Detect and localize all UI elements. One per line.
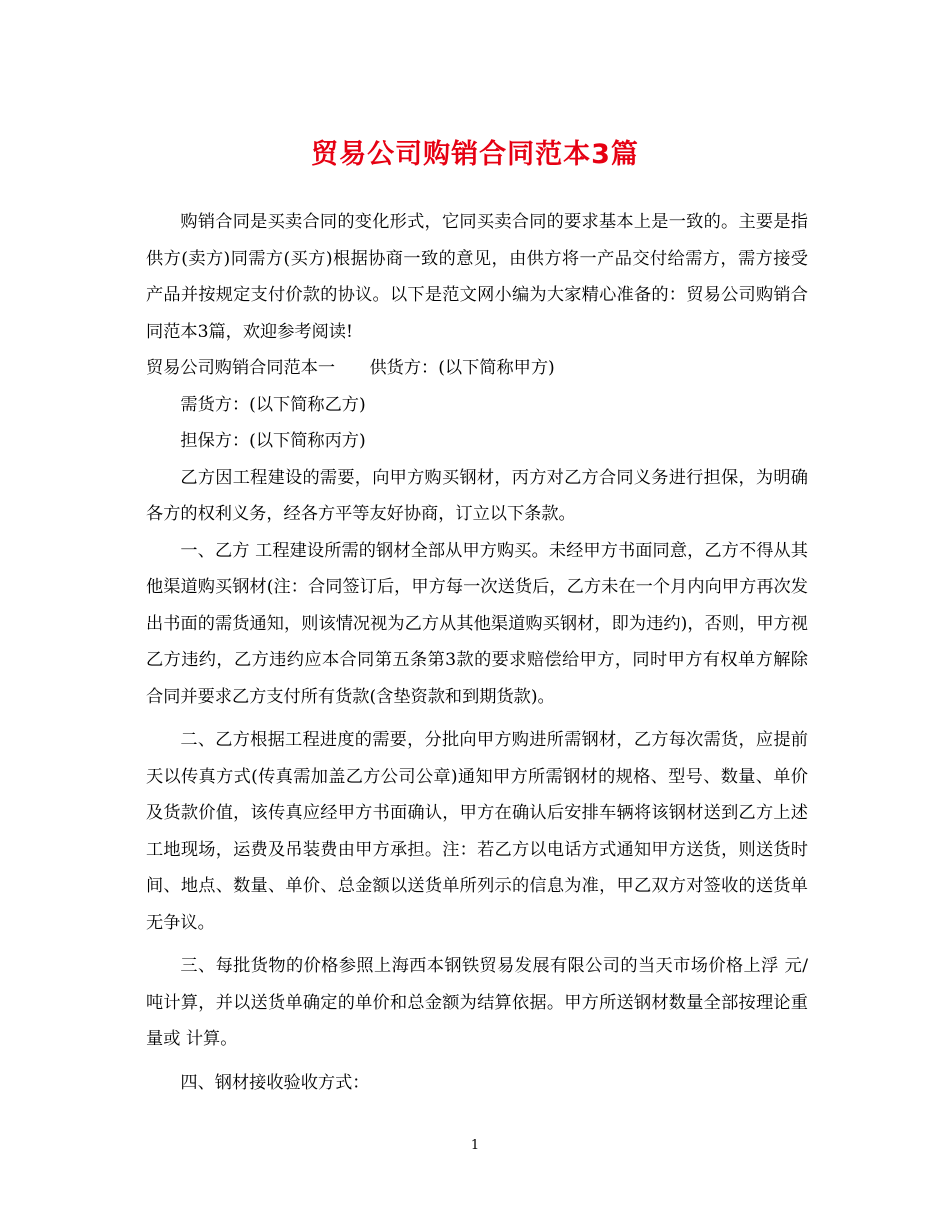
page-number: 1 <box>470 1138 480 1153</box>
paragraph-contract-heading: 贸易公司购销合同范本一 供货方：(以下简称甲方) <box>146 358 555 378</box>
paragraph-guarantor: 担保方：(以下简称丙方) <box>180 431 366 451</box>
document-title: 贸易公司购销合同范本3篇 <box>311 139 639 170</box>
paragraph-clause-3: 三、每批货物的价格参照上海西本钢铁贸易发展有限公司的当天市场价格上浮 元/吨计算，并以送货单确定的单价和总金额为结算依据。甲方所送钢材数量全部按理论重量或 计算。 <box>146 956 808 1049</box>
paragraph-clause-2: 二、乙方根据工程进度的需要，分批向甲方购进所需钢材，乙方每次需货，应提前 天以传真方式(传真需加盖乙方公司公章)通知甲方所需钢材的规格、型号、数量、单价及货款价值，该传真应经甲方书面确认，甲方在确认后安排车辆将该钢材送到乙方上述工地现场，运费及吊装费由甲方承担。注：若乙方以电话方式通知甲方送货，则送货时间、地点、数量、单价、总金额以送货单所列示的信息为准，甲乙双方对签收的送货单无争议。 <box>146 730 808 933</box>
paragraph-clause-1: 一、乙方 工程建设所需的钢材全部从甲方购买。未经甲方书面同意，乙方不得从其他渠道购买钢材(注：合同签订后，甲方每一次送货后，乙方未在一个月内向甲方再次发出书面的需货通知，则该情况视为乙方从其他渠道购买钢材，即为违约)，否则，甲方视乙方违约，乙方违约应本合同第五条第3款的要求赔偿给甲方，同时甲方有权单方解除合同并要求乙方支付所有货款(含垫资款和到期货款)。 <box>146 540 808 707</box>
paragraph-clause-4: 四、钢材接收验收方式： <box>180 1072 370 1093</box>
paragraph-intro: 购销合同是买卖合同的变化形式，它同买卖合同的要求基本上是一致的。主要是指供方(卖方)同需方(买方)根据协商一致的意见，由供方将一产品交付给需方，需方接受产品并按规定支付价款的协议。以下是范文网小编为大家精心准备的：贸易公司购销合同范本3篇，欢迎参考阅读! <box>146 212 808 342</box>
paragraph-purpose: 乙方因工程建设的需要，向甲方购买钢材，丙方对乙方合同义务进行担保，为明确各方的权利义务，经各方平等友好协商，订立以下条款。 <box>146 467 808 524</box>
paragraph-buyer: 需货方：(以下简称乙方) <box>180 394 366 415</box>
document-body <box>146 204 808 1101</box>
